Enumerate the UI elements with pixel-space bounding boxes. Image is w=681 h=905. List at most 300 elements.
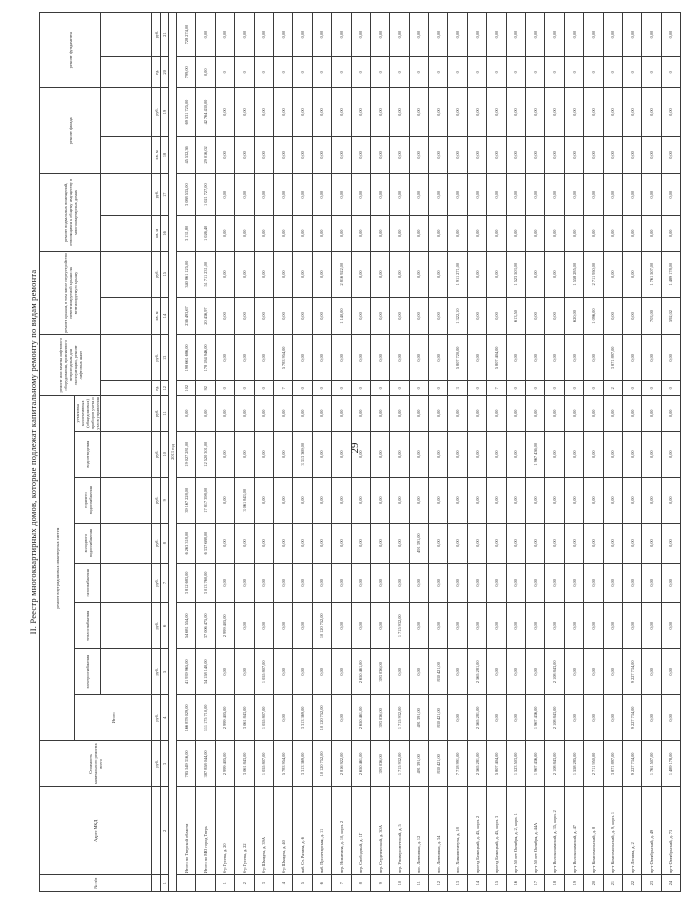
value-cell: 0,00 (273, 174, 292, 216)
value-cell: 7 718 991,00 (448, 741, 467, 787)
value-cell: 0 (312, 381, 331, 396)
value-cell: 0,00 (448, 563, 467, 603)
value-cell: 0,00 (584, 88, 603, 136)
value-cell: 3 013 760,00 (196, 563, 215, 603)
table-row (545, 13, 564, 892)
value-cell: 0 (584, 57, 603, 88)
address-cell: Итого по Тверской области (177, 787, 196, 875)
value-cell: 0,00 (370, 563, 389, 603)
value-cell: 54 681 554,00 (177, 603, 196, 649)
value-cell: 0,00 (332, 13, 351, 57)
value-cell: 6 337 688,00 (196, 523, 215, 563)
value-cell: 785 549 316,00 (177, 741, 196, 787)
table-row (177, 13, 196, 892)
value-cell: 0,00 (564, 603, 583, 649)
value-cell: 0,00 (584, 431, 603, 477)
value-cell: 0,00 (467, 335, 486, 381)
value-cell: 0,00 (370, 523, 389, 563)
value-cell: 0,00 (487, 649, 506, 695)
table-row (526, 13, 545, 892)
value-cell: 0,00 (254, 396, 273, 432)
value-cell: 0,00 (642, 477, 661, 523)
value-cell: 0,00 (273, 13, 292, 57)
value-cell: 0,00 (429, 431, 448, 477)
value-cell: 0,00 (603, 431, 622, 477)
value-cell: 620,00 (564, 297, 583, 335)
value-cell: 2 816 922,00 (332, 251, 351, 297)
value-cell: 0,00 (661, 174, 680, 216)
value-cell: 0,00 (235, 136, 254, 174)
value-cell: 0 (487, 57, 506, 88)
address-cell: пер. Свободный, д. 1Г (351, 787, 370, 875)
value-cell: 0,00 (215, 335, 234, 381)
address-cell: Итого по МО город Тверь (196, 787, 215, 875)
value-cell: 0,00 (254, 477, 273, 523)
value-cell: 0,00 (467, 603, 486, 649)
value-cell: 7 (273, 381, 292, 396)
value-cell: 0,00 (603, 695, 622, 741)
value-cell: 0,00 (526, 297, 545, 335)
value-cell: 0,00 (312, 297, 331, 335)
value-cell: 0,00 (526, 136, 545, 174)
value-cell: 613,50 (506, 297, 525, 335)
value-cell: 69 531 725,00 (177, 88, 196, 136)
value-cell: 0,00 (254, 335, 273, 381)
value-cell: 0,00 (448, 603, 467, 649)
value-cell: 0,00 (506, 136, 525, 174)
row-number-cell: 23 (642, 875, 661, 892)
value-cell: 0,00 (293, 174, 312, 216)
value-cell: 0,00 (506, 523, 525, 563)
value-cell: 0,00 (467, 136, 486, 174)
value-cell: 0,00 (390, 13, 409, 57)
value-cell: 10 120 752,00 (312, 603, 331, 649)
value-cell: 0,00 (312, 136, 331, 174)
value-cell: 19 027 281,00 (177, 431, 196, 477)
value-cell: 0,00 (467, 174, 486, 216)
value-cell: 0,00 (467, 216, 486, 252)
value-cell: 2 (603, 381, 622, 396)
address-cell: пр-т Ленина, д. 2 (622, 787, 641, 875)
value-cell: 0,00 (429, 603, 448, 649)
value-cell: 3 061 843,00 (235, 695, 254, 741)
value-cell: 0,00 (448, 431, 467, 477)
value-cell: 0,00 (506, 335, 525, 381)
value-cell: 0,00 (661, 335, 680, 381)
value-cell: 0,00 (409, 431, 428, 477)
value-cell: 0 (215, 57, 234, 88)
value-cell: 0,00 (487, 523, 506, 563)
row-number-cell: 19 (564, 875, 583, 892)
header-cold-water: холодного водоснабжения (75, 523, 101, 563)
value-cell: 0,00 (429, 216, 448, 252)
value-cell: 0 (506, 381, 525, 396)
value-cell: 0,00 (390, 335, 409, 381)
value-cell: 0,00 (254, 431, 273, 477)
value-cell: 51 711 231,00 (196, 251, 215, 297)
row-number-cell: 14 (467, 875, 486, 892)
value-cell: 20 436,97 (196, 297, 215, 335)
value-cell: 166 878 029,00 (177, 695, 196, 741)
table-row (351, 13, 370, 892)
value-cell: 0,00 (293, 563, 312, 603)
header-total-cost: Стоимость капитального ремонта всего (40, 741, 152, 787)
value-cell: 0,00 (545, 431, 564, 477)
value-cell: 178 184 946,00 (196, 335, 215, 381)
value-cell: 0,00 (351, 13, 370, 57)
value-cell: 0,00 (312, 649, 331, 695)
value-cell: 0,00 (467, 563, 486, 603)
value-cell: 0,00 (235, 297, 254, 335)
value-cell: 0,00 (254, 136, 273, 174)
value-cell: 0,00 (564, 174, 583, 216)
address-cell: проезд Бежецкий, д. 45, корп. 2 (467, 787, 486, 875)
value-cell: 3 061 843,00 (235, 741, 254, 787)
value-cell: 0,00 (235, 431, 254, 477)
value-cell: 0,00 (564, 335, 583, 381)
table-row (622, 13, 641, 892)
value-cell: 0,00 (526, 216, 545, 252)
value-cell: 0 (526, 381, 545, 396)
value-cell: 0,00 (409, 251, 428, 297)
value-cell: 1 967 436,00 (526, 431, 545, 477)
value-cell: 0,00 (642, 13, 661, 57)
value-cell: 0,00 (603, 563, 622, 603)
value-cell: 0,00 (254, 13, 273, 57)
value-cell: 0,00 (487, 136, 506, 174)
value-cell: 0,00 (409, 13, 428, 57)
value-cell: 236 493,67 (177, 297, 196, 335)
value-cell: 0,00 (429, 251, 448, 297)
address-cell: наб. Ст. Разина, д. 6 (293, 787, 312, 875)
table-row (390, 13, 409, 892)
value-cell: 41 939 965,00 (177, 649, 196, 695)
value-cell: 0 (273, 57, 292, 88)
value-cell: 0,00 (564, 431, 583, 477)
value-cell: 0,00 (622, 396, 641, 432)
value-cell: 0,00 (661, 396, 680, 432)
value-cell: 0,00 (448, 477, 467, 523)
value-cell: 393 036,00 (370, 741, 389, 787)
value-cell: 0,00 (467, 13, 486, 57)
value-cell: 0,00 (603, 603, 622, 649)
value-cell: 0,00 (312, 563, 331, 603)
value-cell: 0,00 (622, 477, 641, 523)
value-cell: 0 (254, 57, 273, 88)
value-cell: 0,00 (215, 563, 234, 603)
value-cell: 0 (351, 381, 370, 396)
value-cell: 0,00 (603, 477, 622, 523)
value-cell: 1 055 807,00 (254, 695, 273, 741)
value-cell: 0,00 (390, 396, 409, 432)
value-cell: 1 761 507,00 (642, 251, 661, 297)
table-row (293, 13, 312, 892)
value-cell: 728 274,00 (177, 13, 196, 57)
value-cell: 0,00 (293, 603, 312, 649)
value-cell: 0,00 (235, 174, 254, 216)
value-cell: 0,00 (545, 396, 564, 432)
row-number-cell: 1 (215, 875, 234, 892)
value-cell: 0,00 (332, 523, 351, 563)
address-cell: пр-т Волоколамский, д. 35, корп. 2 (545, 787, 564, 875)
value-cell: 0,00 (390, 431, 409, 477)
value-cell: 102 (177, 381, 196, 396)
value-cell: 0,00 (603, 523, 622, 563)
value-cell: 0,00 (487, 695, 506, 741)
value-cell: 10 120 752,00 (312, 741, 331, 787)
value-cell: 0,00 (235, 603, 254, 649)
value-cell: 0,00 (622, 174, 641, 216)
address-cell: пр-т Октябрьский, д. 49 (642, 787, 661, 875)
table-row (584, 13, 603, 892)
value-cell: 0,00 (448, 13, 467, 57)
value-cell: 1 489 178,00 (661, 251, 680, 297)
value-cell: 0,00 (642, 136, 661, 174)
value-cell: 0,00 (487, 297, 506, 335)
value-cell: 0,00 (390, 477, 409, 523)
value-cell: 0,00 (370, 88, 389, 136)
rotated-register-sheet (27, 12, 674, 892)
value-cell: 0,00 (467, 477, 486, 523)
value-cell: 0,00 (370, 251, 389, 297)
value-cell: 0,00 (603, 216, 622, 252)
value-cell: 0,00 (642, 603, 661, 649)
value-cell: 2 999 405,00 (215, 603, 234, 649)
value-cell: 3 313 369,00 (293, 431, 312, 477)
value-cell: 1 558 285,00 (564, 741, 583, 787)
value-cell: 592,02 (661, 297, 680, 335)
value-cell: 0,00 (332, 563, 351, 603)
value-cell: 0,00 (622, 431, 641, 477)
value-cell: 491 391,00 (409, 523, 428, 563)
row-number-cell (196, 875, 215, 892)
value-cell: 0,00 (254, 88, 273, 136)
value-cell: 0,00 (429, 174, 448, 216)
address-cell: пр-т Октябрьский, д. 73 (661, 787, 680, 875)
value-cell: 0,00 (215, 477, 234, 523)
value-cell: 0,00 (622, 136, 641, 174)
value-cell: 0,00 (332, 216, 351, 252)
value-cell: 0,00 (448, 88, 467, 136)
value-cell: 0,00 (312, 523, 331, 563)
value-cell: 0,00 (487, 431, 506, 477)
value-cell: 0,00 (584, 523, 603, 563)
value-cell: 45 532,36 (177, 136, 196, 174)
value-cell: 6 263 318,00 (177, 523, 196, 563)
value-cell: 0,00 (409, 174, 428, 216)
value-cell: 0 (661, 381, 680, 396)
value-cell: 0,00 (312, 335, 331, 381)
year-row (169, 13, 177, 892)
value-cell: 0,00 (429, 523, 448, 563)
header-facade: ремонт фасада (40, 88, 101, 174)
address-cell: пос. Химинститута, д. 18 (448, 787, 467, 875)
value-cell: 0,00 (661, 216, 680, 252)
value-cell: 0,00 (622, 13, 641, 57)
value-cell: 0,00 (526, 13, 545, 57)
value-cell: 0,00 (642, 88, 661, 136)
row-number-cell: 7 (332, 875, 351, 892)
row-number-cell: 4 (273, 875, 292, 892)
header-sewer: водоотведения (75, 431, 101, 477)
table-row (564, 13, 583, 892)
value-cell: 0,00 (661, 523, 680, 563)
value-cell: 0 (332, 57, 351, 88)
value-cell: 0 (390, 57, 409, 88)
value-cell: 0,00 (487, 88, 506, 136)
value-cell: 0 (622, 57, 641, 88)
document-title: II. Реестр многоквартирных домов, которые подлежат капитальному ремонту по видам ремонта (28, 269, 38, 635)
value-cell: 2 565 281,00 (467, 741, 486, 787)
row-number-cell: 13 (448, 875, 467, 892)
table-row (448, 13, 467, 892)
value-cell: 0,00 (506, 88, 525, 136)
value-cell: 2 999 405,00 (215, 695, 234, 741)
value-cell: 0,00 (293, 335, 312, 381)
value-cell: 5 807 404,00 (487, 741, 506, 787)
value-cell: 198 661 686,00 (177, 335, 196, 381)
value-cell: 0,00 (661, 136, 680, 174)
header-basement: ремонт подвальных помещений, относящихся к общему имуществу в многоквартирных домах (40, 174, 101, 251)
value-cell: 92 (196, 381, 215, 396)
value-cell: 34 158 140,00 (196, 649, 215, 695)
value-cell: 0,00 (448, 695, 467, 741)
value-cell: 0 (661, 57, 680, 88)
table-row (642, 13, 661, 892)
value-cell: 1 021 727,00 (196, 174, 215, 216)
value-cell: 1 523 503,00 (506, 251, 525, 297)
value-cell: 1 096,00 (584, 297, 603, 335)
value-cell: 0,00 (177, 396, 196, 432)
value-cell: 0,00 (642, 335, 661, 381)
value-cell: 0,00 (312, 88, 331, 136)
value-cell: 0,00 (603, 396, 622, 432)
value-cell: 0,00 (622, 603, 641, 649)
header-total: Итого (75, 695, 152, 741)
value-cell: 0,00 (642, 649, 661, 695)
value-cell: 0,00 (603, 251, 622, 297)
value-cell: 0,00 (642, 174, 661, 216)
value-cell: 387 858 044,00 (196, 741, 215, 787)
value-cell: 0,00 (390, 563, 409, 603)
value-cell: 2 108 843,00 (545, 695, 564, 741)
value-cell: 0,00 (273, 477, 292, 523)
value-cell: 0,00 (370, 297, 389, 335)
row-number-cell: 3 (254, 875, 273, 892)
value-cell: 0,00 (448, 216, 467, 252)
value-cell: 0,00 (235, 216, 254, 252)
value-cell: 0,00 (293, 396, 312, 432)
value-cell: 5 783 954,00 (273, 335, 292, 381)
value-cell: 3 871 897,00 (603, 335, 622, 381)
value-cell: 0,00 (409, 335, 428, 381)
value-cell: 0,00 (584, 136, 603, 174)
value-cell: 0,00 (215, 431, 234, 477)
value-cell: 0,00 (506, 174, 525, 216)
value-cell: 0,00 (370, 216, 389, 252)
column-numbers-row: 1 2 3 4 5 6 7 8 9 10 11 12 13 14 15 16 17 18 19 20 21 (161, 13, 169, 892)
value-cell: 0,00 (467, 523, 486, 563)
value-cell: 3 061 843,00 (235, 477, 254, 523)
value-cell: 0,00 (390, 174, 409, 216)
header-heat: теплоснабжения (75, 603, 101, 649)
value-cell: 1 761 507,00 (642, 741, 661, 787)
value-cell: 0,00 (409, 563, 428, 603)
value-cell: 0,00 (448, 174, 467, 216)
address-cell: б-р Шмидта, д. 39А (254, 787, 273, 875)
header-hot-water: горячего водоснабжения (75, 477, 101, 523)
value-cell: 0 (642, 57, 661, 88)
value-cell: 0,00 (564, 216, 583, 252)
value-cell: 0,00 (409, 216, 428, 252)
table-row (467, 13, 486, 892)
value-cell: 0,00 (622, 563, 641, 603)
value-cell: 0,00 (429, 13, 448, 57)
value-cell: 0,00 (409, 88, 428, 136)
row-number-cell: 21 (603, 875, 622, 892)
value-cell: 0,00 (254, 174, 273, 216)
value-cell: 1 523 503,00 (506, 741, 525, 787)
value-cell: 3 313 369,00 (293, 741, 312, 787)
value-cell: 0,00 (467, 431, 486, 477)
value-cell: 830 421,00 (429, 649, 448, 695)
value-cell: 0,00 (332, 431, 351, 477)
value-cell: 0,00 (506, 477, 525, 523)
value-cell: 0,00 (332, 695, 351, 741)
value-cell: 0 (584, 381, 603, 396)
value-cell: 39 167 228,00 (177, 477, 196, 523)
value-cell: 0 (526, 57, 545, 88)
value-cell: 0,00 (235, 88, 254, 136)
value-cell: 0,00 (312, 396, 331, 432)
row-number-cell: 17 (526, 875, 545, 892)
value-cell: 0,00 (642, 431, 661, 477)
value-cell: 0,00 (312, 216, 331, 252)
header-electro: электроснабжения (75, 649, 101, 695)
value-cell: 0 (370, 381, 389, 396)
value-cell: 0,00 (584, 174, 603, 216)
value-cell: 0,00 (254, 251, 273, 297)
table-row (429, 13, 448, 892)
value-cell: 42 764 430,00 (196, 88, 215, 136)
row-number-cell: 12 (429, 875, 448, 892)
page-number: 29 (349, 442, 361, 454)
value-cell: 0,00 (332, 603, 351, 649)
value-cell: 0 (564, 381, 583, 396)
value-cell: 0 (390, 381, 409, 396)
value-cell: 5 807 404,00 (487, 335, 506, 381)
value-cell: 0,00 (293, 649, 312, 695)
value-cell: 3 871 897,00 (603, 741, 622, 787)
value-cell: 0,00 (584, 216, 603, 252)
address-cell: пер. Никитина, д. 10, корп. 2 (332, 787, 351, 875)
value-cell: 0,00 (622, 88, 641, 136)
row-number-cell: 2 (235, 875, 254, 892)
value-cell: 0,00 (622, 335, 641, 381)
value-cell: 1 715 932,00 (390, 695, 409, 741)
value-cell: 0,00 (312, 431, 331, 477)
value-cell: 0 (467, 57, 486, 88)
value-cell: 0,00 (545, 88, 564, 136)
value-cell: 1 715 932,00 (390, 741, 409, 787)
value-cell: 0,00 (545, 216, 564, 252)
value-cell: 0,00 (370, 136, 389, 174)
value-cell: 0,00 (254, 216, 273, 252)
value-cell: 0,00 (526, 396, 545, 432)
value-cell: 0,00 (564, 695, 583, 741)
value-cell: 0,00 (603, 297, 622, 335)
value-cell: 0,00 (506, 216, 525, 252)
